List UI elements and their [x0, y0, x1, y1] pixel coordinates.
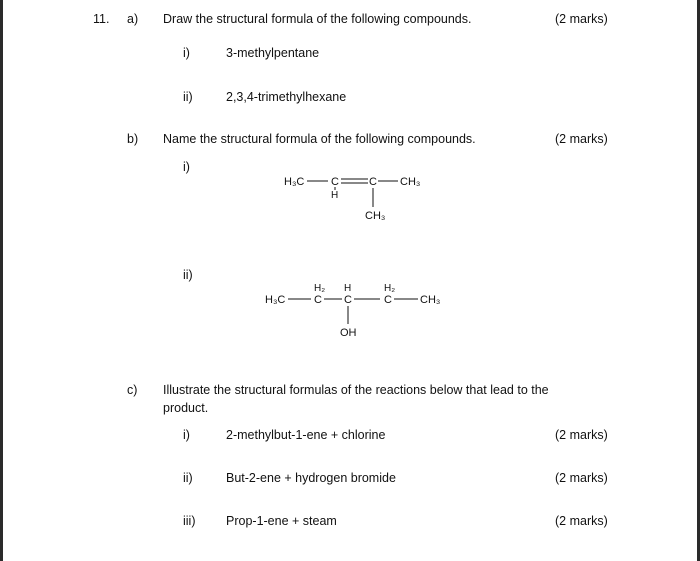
structure-b-i-h3c: H₃C	[284, 176, 305, 188]
structure-b-i-c-left: C	[331, 176, 339, 188]
structure-b-ii-c-first: C	[314, 294, 322, 306]
part-c-item-3-label: iii)	[183, 514, 196, 528]
structure-b-i-c-right: C	[369, 176, 377, 188]
structure-b-ii-h2-first: H₂	[314, 283, 326, 294]
part-c-item-1-marks: (2 marks)	[555, 428, 608, 442]
part-a-item-2-text: 2,3,4-trimethylhexane	[226, 90, 347, 104]
structure-b-ii-c-second: C	[344, 294, 352, 306]
part-a-item-1-text: 3-methylpentane	[226, 46, 320, 60]
question-number: 11.	[93, 12, 110, 26]
part-a-prompt: Draw the structural formula of the following compounds.	[163, 12, 472, 26]
part-b-prompt: Name the structural formula of the following compounds.	[163, 132, 476, 146]
part-c-prompt: Illustrate the structural formulas of the reactions below that lead to the product.	[163, 383, 549, 415]
structure-b-i-ch3-branch: CH₃	[365, 210, 386, 222]
structure-b-ii-h2-third: H₂	[384, 283, 396, 294]
structure-b-ii-oh: OH	[340, 327, 357, 339]
part-c-item-1-text: 2-methylbut-1-ene + chlorine	[226, 428, 386, 442]
part-a-label: a)	[127, 12, 139, 26]
part-c-item-2-marks: (2 marks)	[555, 471, 608, 485]
part-b-item-1-label: i)	[183, 160, 190, 174]
part-c-item-3-text: Prop-1-ene + steam	[226, 514, 337, 528]
part-c-item-3-marks: (2 marks)	[555, 514, 608, 528]
structure-b-ii-ch3: CH₃	[420, 294, 441, 306]
structure-b-ii-c-third: C	[384, 294, 392, 306]
part-a-marks: (2 marks)	[555, 12, 608, 26]
part-c-item-2-label: ii)	[183, 471, 193, 485]
part-a-item-2-label: ii)	[183, 90, 193, 104]
part-b-label: b)	[127, 132, 139, 146]
part-c-label: c)	[127, 383, 138, 397]
part-c-item-1-label: i)	[183, 428, 190, 442]
part-a-item-1-label: i)	[183, 46, 190, 60]
structure-b-i-ch3-right: CH₃	[400, 176, 421, 188]
part-c-item-2-text: But-2-ene + hydrogen bromide	[226, 471, 396, 485]
part-b-marks: (2 marks)	[555, 132, 608, 146]
structure-b-i-h: H	[331, 190, 339, 201]
part-b-item-2-label: ii)	[183, 268, 193, 282]
structure-b-ii-h-second: H	[344, 283, 352, 294]
structure-b-ii-h3c: H₃C	[265, 294, 286, 306]
